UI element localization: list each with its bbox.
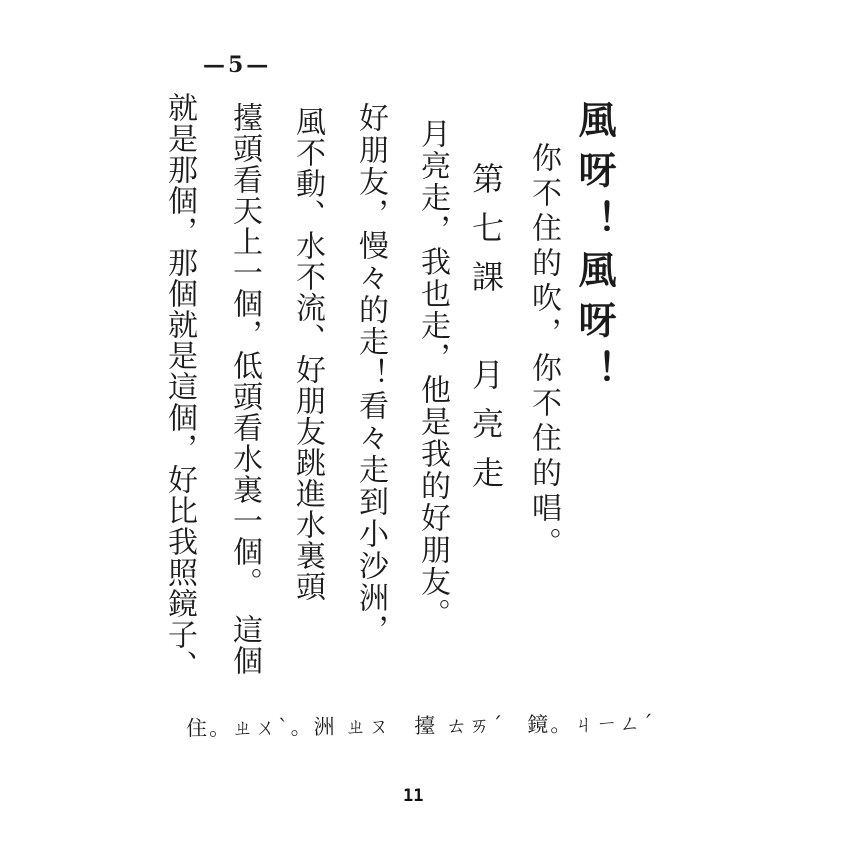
text-column-5: 好朋友，慢々的走！看々走到小沙洲， [353, 102, 388, 646]
vocabulary-zhuyin-annotation: 住。ㄓㄨˋ。洲 ㄓㄡ 擡 ㄊㄞˊ 鏡。ㄐㄧㄥˊ [185, 711, 655, 741]
printed-page-number: 11 [403, 786, 424, 806]
text-column-7: 擡頭看天上一個，低頭看水裏一個。 這個 [227, 102, 262, 676]
text-column-2: 你不住的吹，你不住的唱。 [526, 142, 561, 562]
page-marker: —5— [203, 52, 272, 78]
text-column-6: 風不動、水不流、好朋友跳進水裏頭 [290, 106, 325, 602]
text-column-3-lesson-heading: 第七課 月亮走 [467, 162, 505, 505]
text-column-8: 就是那個，那個就是這個，好比我照鏡子、 [162, 92, 197, 681]
text-column-1-title-call: 風呀！風呀！ [572, 100, 617, 400]
text-column-4: 月亮走，我也走，他是我的好朋友。 [415, 118, 450, 630]
